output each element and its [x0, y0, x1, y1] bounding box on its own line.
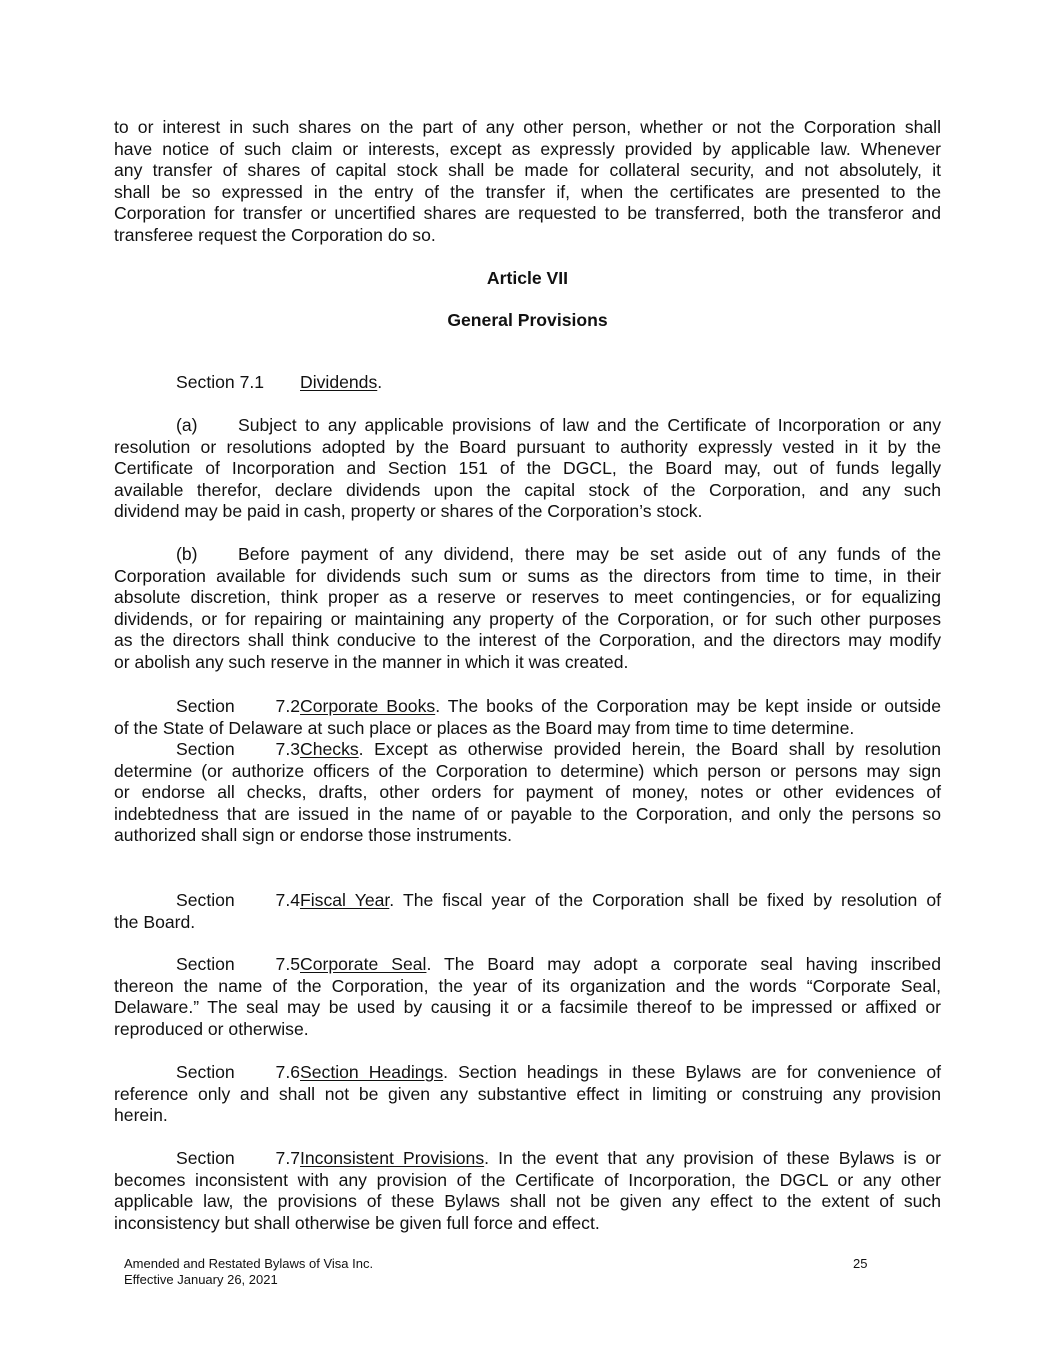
- line-text: . The fiscal year of the Corporation shall be fixed by resolution of: [389, 890, 942, 910]
- paragraph-line: applicable law, the provisions of these Bylaws shall not be given any effect to the extent of such: [114, 1191, 941, 1212]
- line-text: . The Board may adopt a corporate seal having inscribed: [426, 954, 942, 974]
- section-title: Fiscal Year: [300, 890, 390, 910]
- section-label: Section 7.4: [176, 890, 300, 910]
- paragraph-first-line: [114, 954, 941, 976]
- paragraph-line: or abolish any such reserve in the manner in which it was created.: [114, 651, 629, 672]
- paragraph-first-line: [114, 1062, 941, 1084]
- page-footer: [124, 1256, 373, 1288]
- paragraph-line: Corporation for transfer or uncertified shares are requested to be transferred, both the transferor and: [114, 203, 941, 224]
- paragraph-line: the Board.: [114, 911, 196, 932]
- subsection-b: [114, 544, 941, 674]
- section-label: Section 7.5: [176, 954, 300, 974]
- section-7-4: [114, 890, 941, 933]
- paragraph-line: resolution or resolutions adopted by the Board pursuant to authority expressly vested in it by the: [114, 436, 941, 457]
- paragraph-first-line: [114, 739, 941, 761]
- paragraph-line: available therefor, declare dividends upon the capital stock of the Corporation, and any such: [114, 479, 941, 500]
- footer-document-title: Amended and Restated Bylaws of Visa Inc.: [124, 1256, 374, 1271]
- paragraph-line: any transfer of shares of capital stock shall be made for collateral security, and not absolutely, it: [114, 160, 941, 181]
- paragraph-first-line: [114, 1148, 941, 1170]
- section-7-7: [114, 1148, 941, 1234]
- line-text: . The books of the Corporation may be kept inside or outside: [435, 696, 941, 716]
- paragraph-line: herein.: [114, 1105, 168, 1126]
- section-title: Checks: [300, 739, 359, 759]
- line-text: Before payment of any dividend, there may be set aside out of any funds of the: [238, 544, 941, 564]
- paragraph-first-line: [114, 890, 941, 912]
- paragraph-line: indebtedness that are issued in the name of or payable to the Corporation, and only the persons so: [114, 803, 941, 824]
- paragraph-line: as the directors shall think conducive to the interest of the Corporation, and the directors may modify: [114, 630, 941, 651]
- section-7-2: [114, 696, 941, 739]
- paragraph-line: becomes inconsistent with any provision of the Certificate of Incorporation, the DGCL or any other: [114, 1169, 941, 1190]
- line-text: . In the event that any provision of these Bylaws is or: [484, 1148, 941, 1168]
- paragraph-line: determine (or authorize officers of the Corporation to determine) which person or persons may sign: [114, 760, 941, 781]
- continuation-paragraph: [114, 117, 941, 247]
- paragraph-line: absolute discretion, think proper as a reserve or reserves to meet contingencies, or for equalizing: [114, 587, 941, 608]
- section-title: Corporate Seal: [300, 954, 427, 974]
- paragraph-line: dividend may be paid in cash, property or shares of the Corporation’s stock.: [114, 501, 703, 522]
- paragraph-line: shall be so expressed in the entry of the transfer if, when the certificates are presented to the: [114, 181, 941, 202]
- section-label: Section 7.7: [176, 1148, 300, 1168]
- line-text: . Except as otherwise provided herein, the Board shall by resolution: [358, 739, 941, 759]
- paragraph-line: inconsistency but shall otherwise be given full force and effect.: [114, 1212, 600, 1233]
- footer-effective-date: Effective January 26, 2021: [124, 1272, 278, 1287]
- paragraph-line: Certificate of Incorporation and Section 151 of the DGCL, the Board may, out of funds legally: [114, 458, 941, 479]
- section-label: Section 7.3: [176, 739, 300, 759]
- subsection-a: [114, 415, 941, 523]
- paragraph-line: Delaware.” The seal may be used by causing it or a facsimile thereof to be impressed or affixed or: [114, 997, 941, 1018]
- paragraph-line: or endorse all checks, drafts, other orders for payment of money, notes or other evidences of: [114, 782, 941, 803]
- paragraph-line: have notice of such claim or interests, except as expressly provided by applicable law. Whenever: [114, 138, 941, 159]
- paragraph-line: authorized shall sign or endorse those instruments.: [114, 825, 513, 846]
- section-label: Section 7.6: [176, 1062, 300, 1082]
- section-7-3: [114, 739, 941, 847]
- paragraph-line: dividends, or for repairing or maintaining any property of the Corporation, or for such other purposes: [114, 608, 941, 629]
- paragraph-first-line: [114, 544, 941, 566]
- section-title: Corporate Books: [300, 696, 436, 716]
- article-number-heading: Article VII: [486, 268, 569, 288]
- section-title: Inconsistent Provisions: [300, 1148, 485, 1168]
- paragraph-line: transferee request the Corporation do so.: [114, 224, 436, 245]
- paragraph-line: thereon the name of the Corporation, the year of its organization and the words “Corporate Seal,: [114, 975, 941, 996]
- section-title: Section Headings: [300, 1062, 444, 1082]
- line-text: . Section headings in these Bylaws are for convenience of: [443, 1062, 941, 1082]
- section-label: Section 7.1: [176, 372, 265, 392]
- subsection-label: (b): [176, 544, 198, 564]
- line-text: Subject to any applicable provisions of law and the Certificate of Incorporation or any: [238, 415, 941, 435]
- paragraph-line: Corporation available for dividends such sum or sums as the directors from time to time, in their: [114, 565, 941, 586]
- paragraph-line: to or interest in such shares on the part of any other person, whether or not the Corporation shall: [114, 117, 941, 137]
- article-title-heading: General Provisions: [447, 310, 608, 330]
- section-7-5: [114, 954, 941, 1040]
- paragraph-line: of the State of Delaware at such place or places as the Board may from time to time determine.: [114, 717, 855, 738]
- paragraph-line: reproduced or otherwise.: [114, 1018, 309, 1039]
- section-title: Dividends: [300, 372, 378, 392]
- paragraph-first-line: [114, 415, 941, 437]
- page-number: 25: [853, 1256, 868, 1271]
- paragraph-line: reference only and shall not be given any substantive effect in limiting or construing any provision: [114, 1083, 941, 1104]
- section-heading-line: [114, 372, 941, 394]
- subsection-label: (a): [176, 415, 198, 435]
- paragraph-first-line: [114, 696, 941, 718]
- section-7-6: [114, 1062, 941, 1127]
- punctuation: .: [377, 372, 383, 392]
- section-7-1: [114, 372, 941, 394]
- section-label: Section 7.2: [176, 696, 300, 716]
